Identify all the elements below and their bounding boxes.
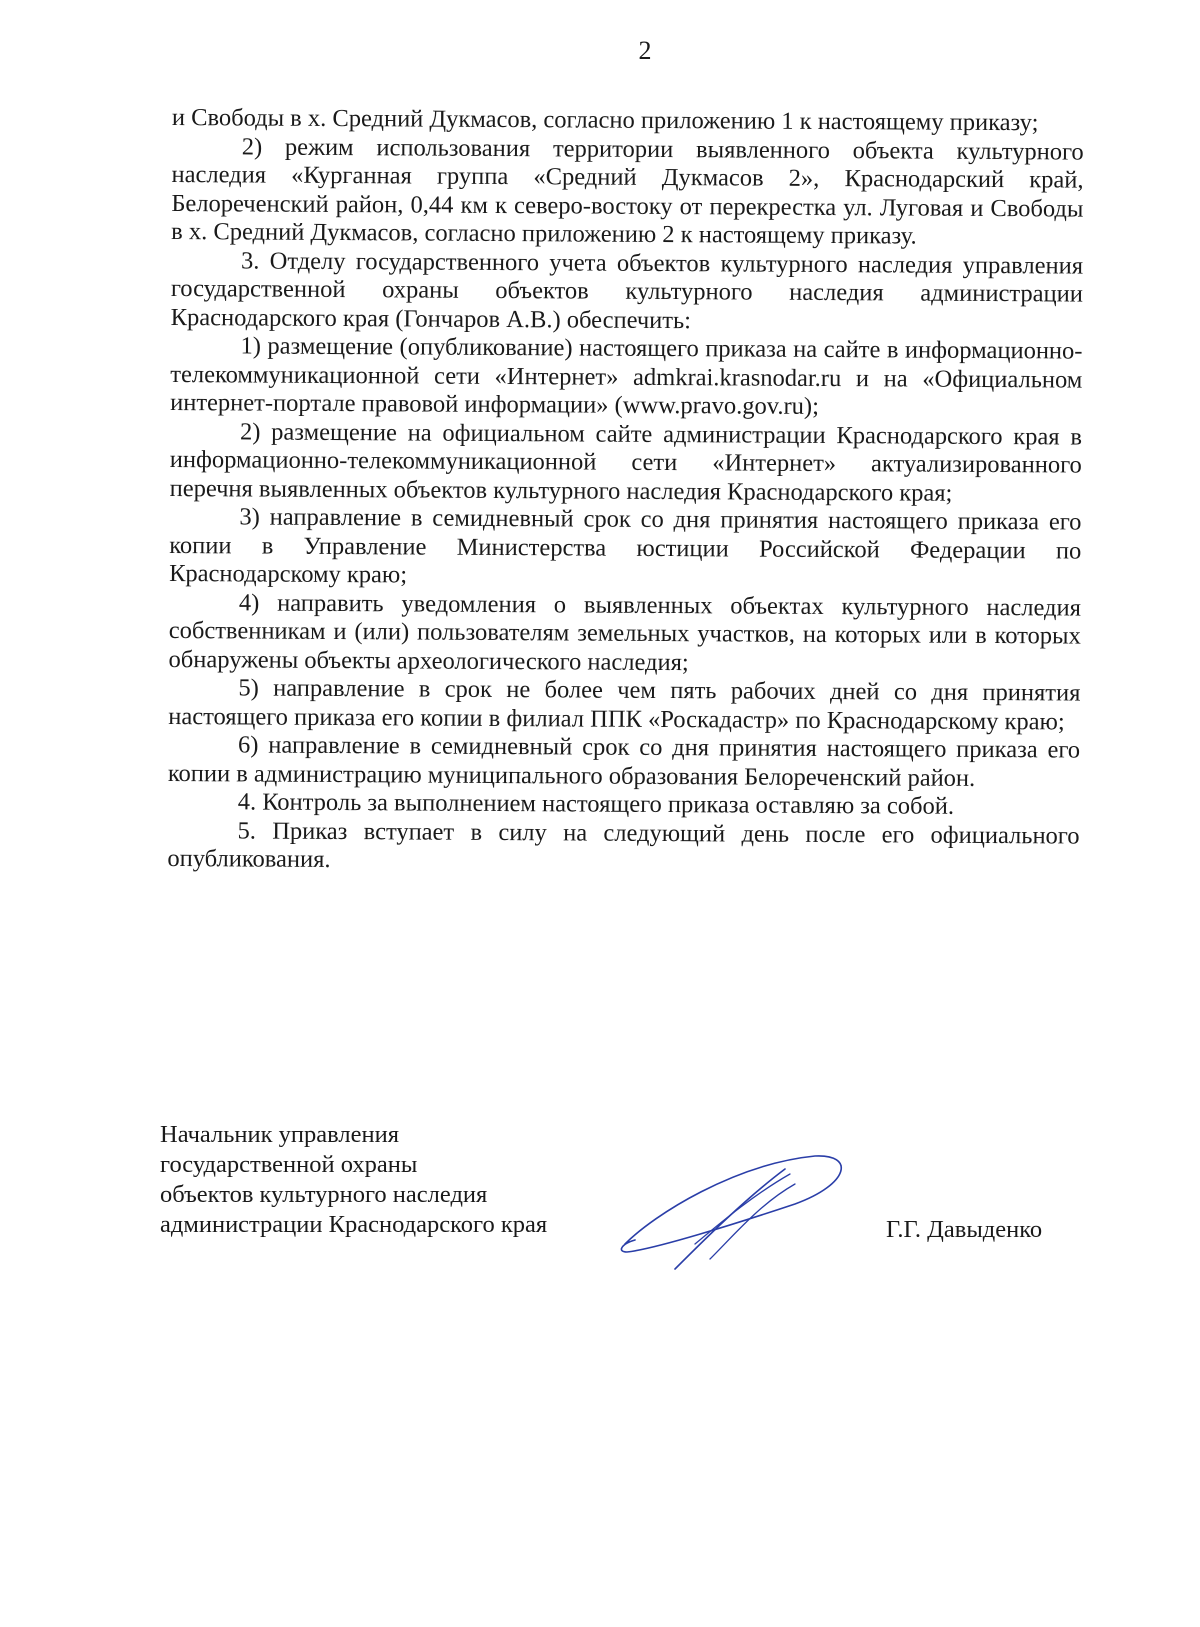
signer-name: Г.Г. Давыденко: [886, 1216, 1043, 1243]
signature-block: [160, 1120, 1080, 1280]
paragraph-continuation: и Свободы в х. Средний Дукмасов, согласно приложению 1 к настоящему приказу;: [171, 104, 1039, 137]
signature-diagonal-stroke: [675, 1169, 785, 1269]
paragraph-subitem-1: 1) размещение (опубликование) настоящего приказа на сайте в информационно-телекоммуникационной сети «Интернет» admkrai.krasnodar.ru и на «Официальном интернет-портале правовой информации» (www.pravo.gov.ru);: [170, 332, 1083, 420]
page-number: 2: [638, 36, 652, 65]
signer-position: [160, 1120, 547, 1240]
paragraph-subitem-3: 3) направление в семидневный срок со дня принятия настоящего приказа его копии в Управление Министерства юстиции Российской Федерации по Краснодарскому краю;: [169, 503, 1082, 589]
paragraph-subitem-2: 2) размещение на официальном сайте администрации Краснодарского края в информационно-телекоммуникационной сети «Интернет» актуализированного перечня выявленных объектов культурного наследия Краснодарского края;: [169, 417, 1083, 507]
signer-position-line: администрации Краснодарского края: [160, 1211, 548, 1238]
paragraph-subitem-5: 5) направление в срок не более чем пять рабочих дней со дня принятия настоящего приказа его копии в филиал ППК «Роскадастр» по Краснодарскому краю;: [168, 674, 1081, 735]
signer-position-line: объектов культурного наследия: [160, 1181, 488, 1208]
paragraph-section-3: 3. Отделу государственного учета объектов культурного наследия управления государственной охраны объектов культурного наследия администрации Краснодарского края (Гончаров А.В.) обеспечить:: [170, 246, 1084, 334]
signer-position-line: государственной охраны: [160, 1151, 418, 1178]
paragraph-subitem-6: 6) направление в семидневный срок со дня принятия настоящего приказа его копии в администрацию муниципального образования Белореченский район.: [167, 731, 1081, 792]
document-body: [167, 104, 1084, 879]
paragraph-subitem-4: 4) направить уведомления о выявленных объектах культурного наследия собственникам и (или) пользователям земельных участков, на которых или в которых обнаружены объекты археологического наследия;: [168, 588, 1082, 676]
handwritten-signature: [615, 1144, 855, 1274]
signer-position-line: Начальник управления: [160, 1121, 399, 1148]
paragraph-item-2: 2) режим использования территории выявленного объекта культурного наследия «Курганная группа «Средний Дукмасов 2», Краснодарский край, Белореченский район, 0,44 км к северо-востоку от перекрестка ул. Луговая и Свободы в х. Средний Дукмасов, согласно приложению 2 к настоящему приказу.: [171, 132, 1084, 250]
paragraph-section-5: 5. Приказ вступает в силу на следующий день после его официального опубликования.: [167, 816, 1080, 873]
paragraph-section-4: 4. Контроль за выполнением настоящего приказа оставляю за собой.: [237, 788, 955, 820]
